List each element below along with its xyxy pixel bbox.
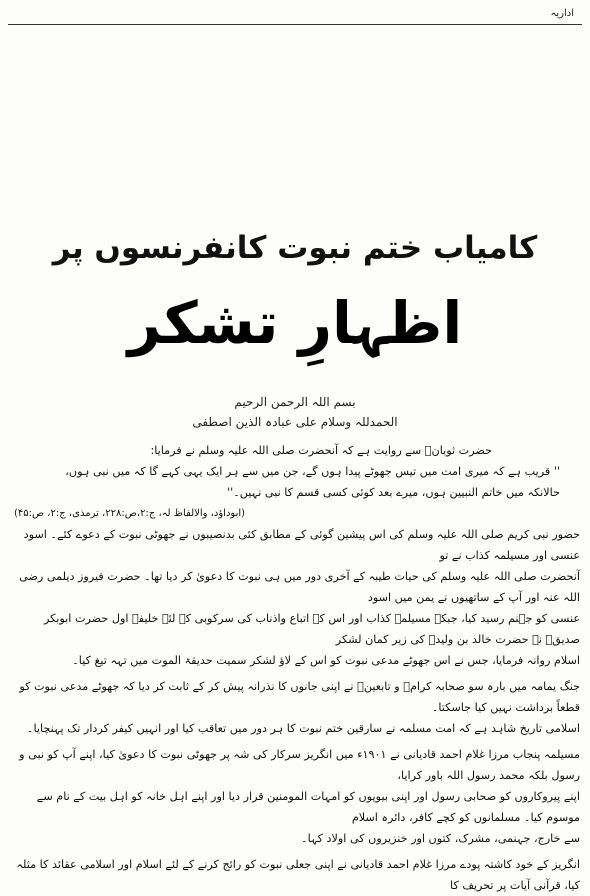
title-line-2: اظہارِ تشکر [127,289,463,357]
article-body [14,440,580,896]
bismillah: بسم اللہ الرحمن الرحیم [234,395,356,409]
hamd: الحمدللہ وسلام علی عبادہ الذین اصطفی [192,415,398,429]
body-line: اسلام روانہ فرمایا، جس نے اس جھوٹے مدعی نبوت کو اس کے لاؤ لشکر سمیت حدیقۃ الموت میں تہہ تیغ کیا۔ [72,654,580,667]
body-line: مسیلمہ پنجاب مرزا غلام احمد قادیانی نے ۱۹۰۱ء میں انگریز سرکار کی شہ پر جھوٹی نبوت کا دعویٰ کیا، اپنے آپ کو نبی و رسول بلکہ محمد رسول اللہ باور کرایا، [19,748,580,782]
title-block [0,228,590,356]
body-line: '' قریب ہے کہ میری امت میں تیس جھوٹے پیدا ہوں گے، جن میں سے ہر ایک یہی کہے گا کہ میں نبی ہوں، [65,465,560,478]
invocation [0,392,590,432]
top-rule [8,24,582,25]
body-line: انگریز کے خود کاشتہ پودے مرزا غلام احمد قادیانی نے اپنی جعلی نبوت کو رائج کرنے کے لئے اسلام اور اسلامی عقائد کا مثلہ کیا، قرآنی آیات پر تحریف کا [16,858,580,892]
body-line: سے خارج، جہنمی، مشرک، کتوں اور خنزیروں کی اولاد کہا۔ [301,832,580,845]
body-line: حضور نبی کریم صلی اللہ علیہ وسلم کی اس پیشین گوئی کے مطابق کئی بدنصیبوں نے جھوٹی نبوت کے دعوے کئے۔ اسود عنسی اور مسیلمہ کذاب نے تو [23,528,580,562]
body-line: جنگ یمامہ میں بارہ سو صحابہ کرامؓ و تابعینؒ نے اپنی جانوں کا نذرانہ پیش کر کے ثابت کر دیا کہ جھوٹے مدعی نبوت کو قطعاً برداشت نہیں کیا جاسکتا۔ [19,680,580,714]
body-line: حالانکہ میں خاتم النبیین ہوں، میرے بعد کوئی کسی قسم کا نبی نہیں۔'' [227,486,560,499]
citation: (ابوداؤد، والالفاظ لہ، ج:۲،ص:۲۲۸، ترمذی، ج:۲، ص:۴۵) [14,508,246,519]
section-tag: اداریہ [550,8,574,19]
body-line: اپنے پیروکاروں کو صحابی رسول اور اپنی بیویوں کو امہات المومنین قرار دیا اور اپنے اہل خانہ کو اہل بیت کے نام سے موسوم کیا۔ مسلمانوں کو کچے کافر، دائرہ اسلام [36,790,580,824]
body-line: آنحضرت صلی اللہ علیہ وسلم کی حیات طیبہ کے آخری دور میں ہی نبوت کا دعویٰ کر دیا تھا۔ حضرت فیروز دیلمی رضی اللہ عنہ اور آپ کے ساتھیوں نے یمن میں اسود [19,570,580,604]
title-line-1: کامیاب ختم نبوت کانفرنسوں پر [52,230,538,266]
body-line: حضرت ثوبانؓ سے روایت ہے کہ آنحضرت صلی اللہ علیہ وسلم نے فرمایا: [150,444,492,457]
body-line: اسلامی تاریخ شاہد ہے کہ امت مسلمہ نے سارقین ختم نبوت کا ہر دور میں تعاقب کیا اور انہیں کیفر کردار تک پہنچایا۔ [26,722,580,735]
body-line: عنسی کو جہنم رسید کیا، جبکہ مسیلمہ کذاب اور اس کے اتباع واذناب کی سرکوبی کے لئے خلیفہ اول حضرت ابوبکر صدیقؓ نے حضرت خالد بن ولیدؓ کی زیر کمان لشکر [43,612,580,646]
